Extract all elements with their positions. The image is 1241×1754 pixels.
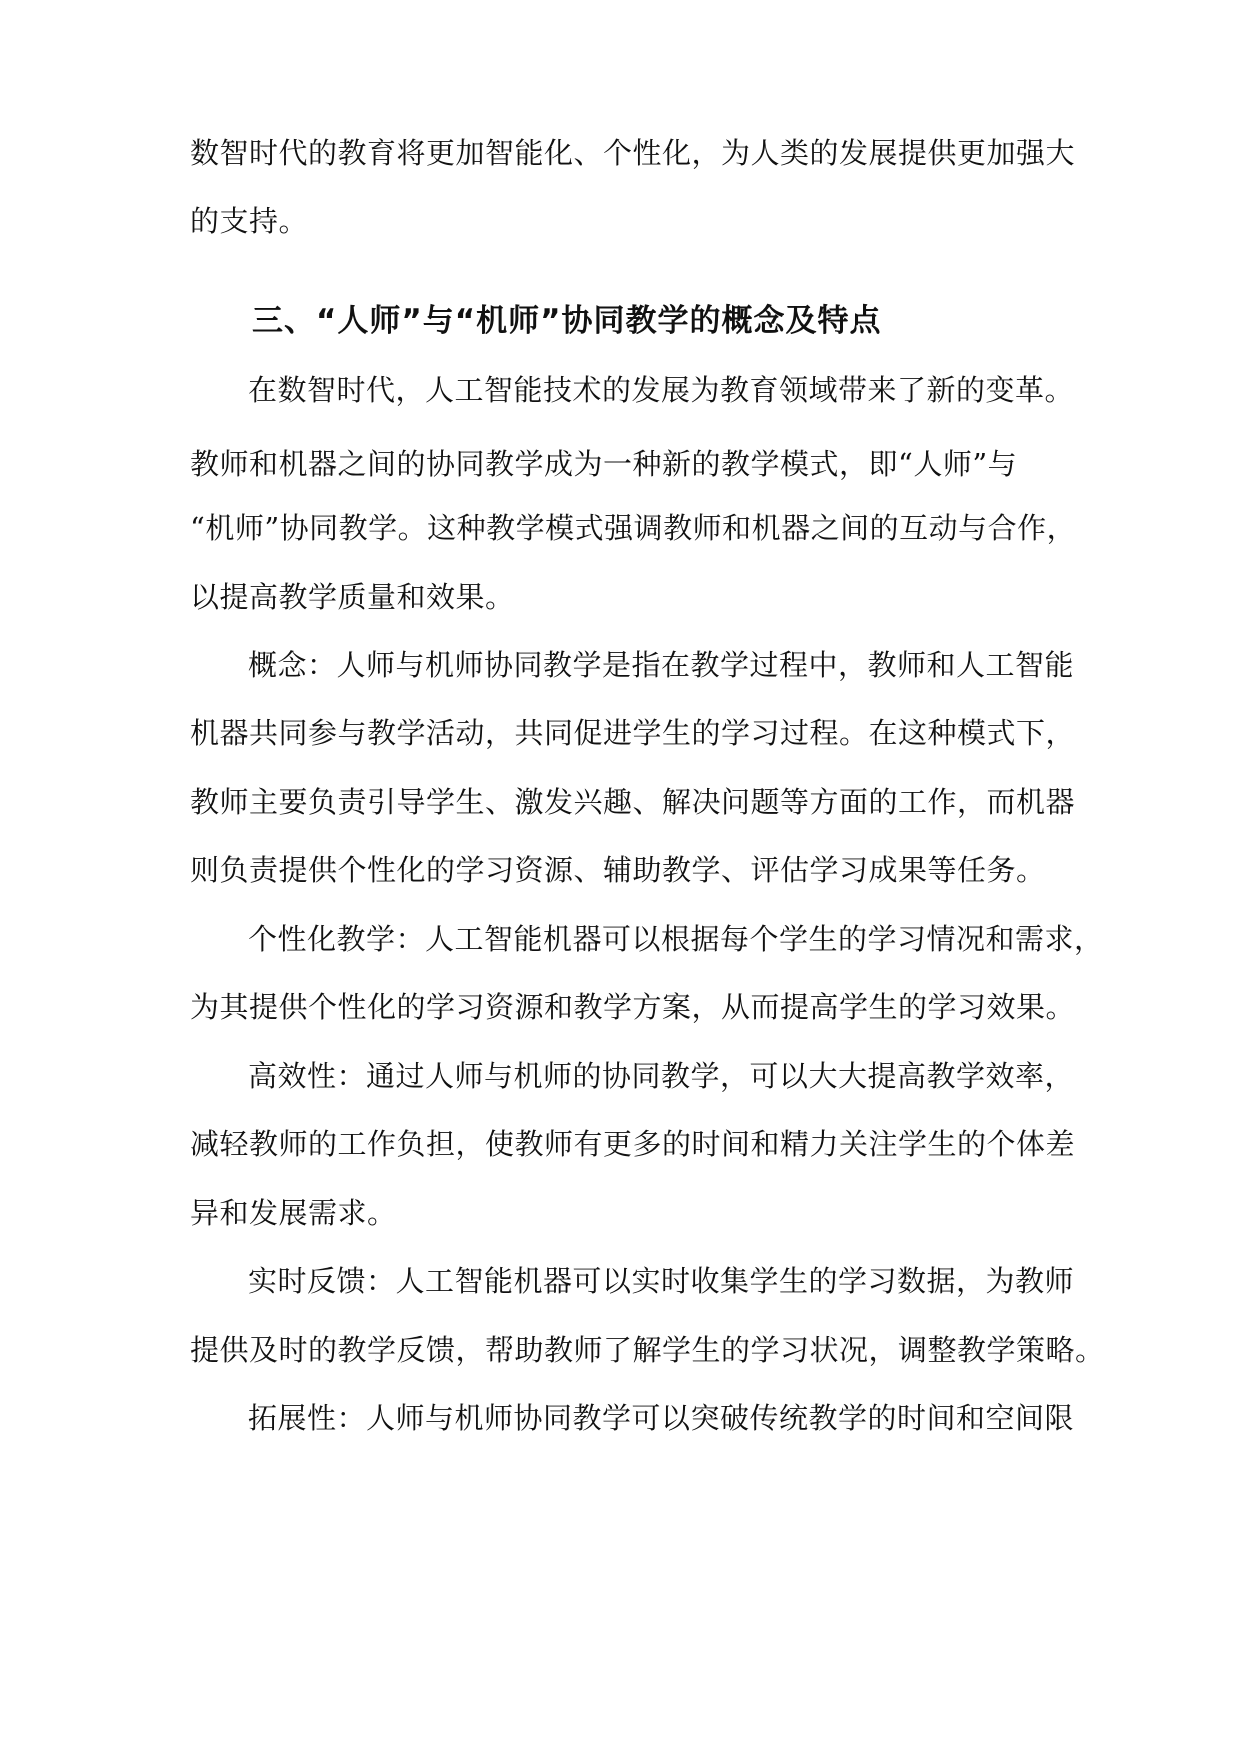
paragraph-concept-line-3: 教师主要负责引导学生、激发兴趣、解决问题等方面的工作，而机器 — [190, 785, 1076, 819]
paragraph-concept-line-1: 概念：人师与机师协同教学是指在教学过程中，教师和人工智能 — [248, 648, 1075, 682]
paragraph-intro-line-4: 以提高教学质量和效果。 — [190, 580, 515, 614]
paragraph-feedback-line-1: 实时反馈：人工智能机器可以实时收集学生的学习数据，为教师 — [248, 1264, 1075, 1298]
paragraph-personalized-line-1: 个性化教学：人工智能机器可以根据每个学生的学习情况和需求， — [248, 922, 1104, 956]
paragraph-concept-line-4: 则负责提供个性化的学习资源、辅助教学、评估学习成果等任务。 — [190, 853, 1046, 887]
section-heading: 三、“人师”与“机师”协同教学的概念及特点 — [252, 303, 882, 339]
paragraph-feedback-line-2: 提供及时的教学反馈，帮助教师了解学生的学习状况，调整教学策略。 — [190, 1333, 1105, 1367]
paragraph-intro-line-1: 在数智时代，人工智能技术的发展为教育领域带来了新的变革。 — [248, 373, 1075, 407]
paragraph-concept-line-2: 机器共同参与教学活动，共同促进学生的学习过程。在这种模式下， — [190, 716, 1076, 750]
continuation-line-1: 数智时代的教育将更加智能化、个性化，为人类的发展提供更加强大 — [190, 136, 1076, 170]
paragraph-efficiency-line-3: 异和发展需求。 — [190, 1196, 397, 1230]
paragraph-intro-line-2: 教师和机器之间的协同教学成为一种新的教学模式，即“人师”与 — [190, 447, 1018, 481]
continuation-line-2: 的支持。 — [190, 204, 309, 238]
paragraph-efficiency-line-2: 减轻教师的工作负担，使教师有更多的时间和精力关注学生的个体差 — [190, 1127, 1076, 1161]
paragraph-intro-line-3: “机师”协同教学。这种教学模式强调教师和机器之间的互动与合作， — [190, 511, 1077, 545]
paragraph-extensibility-line-1: 拓展性：人师与机师协同教学可以突破传统教学的时间和空间限 — [248, 1401, 1075, 1435]
paragraph-efficiency-line-1: 高效性：通过人师与机师的协同教学，可以大大提高教学效率， — [248, 1059, 1075, 1093]
paragraph-personalized-line-2: 为其提供个性化的学习资源和教学方案，从而提高学生的学习效果。 — [190, 990, 1076, 1024]
